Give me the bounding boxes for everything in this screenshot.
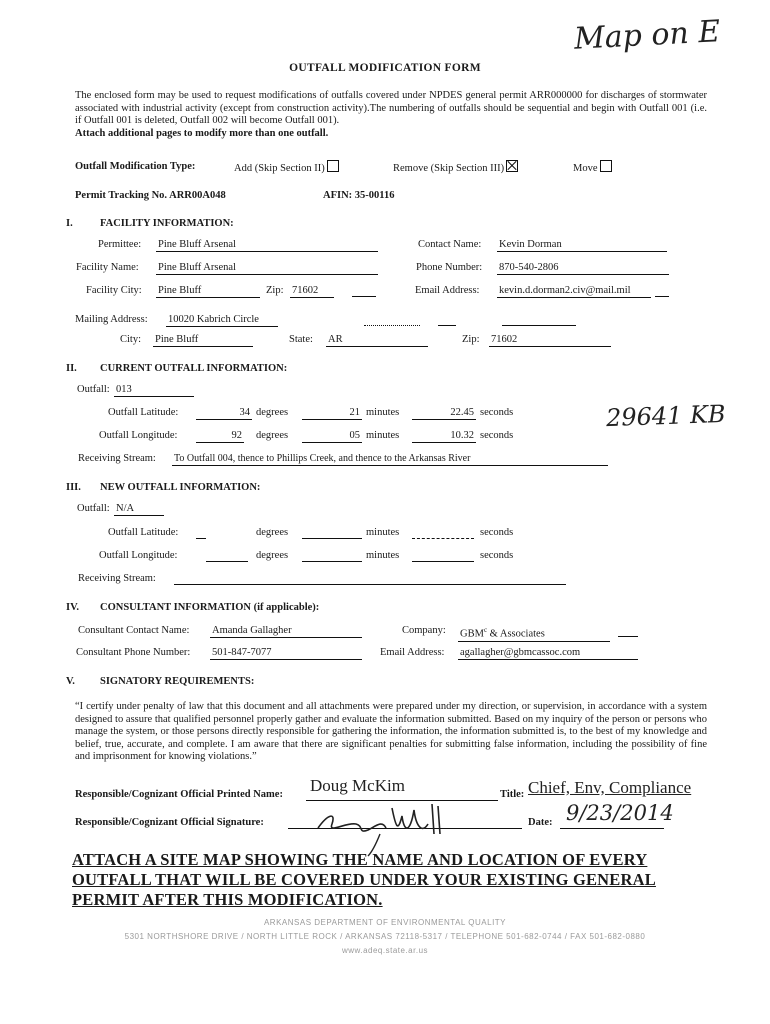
title-label: Title: [500, 789, 525, 800]
section1-num: I. [66, 218, 73, 229]
new-lon-deg-unit: degrees [256, 550, 289, 561]
facility-city-label: Facility City: [86, 285, 142, 296]
email-label: Email Address: [415, 285, 480, 296]
afin [323, 189, 394, 202]
intro-bold-text: Attach additional pages to modify more than one outfall. [75, 127, 329, 139]
footer-line-2: 5301 NORTHSHORE DRIVE / NORTH LITTLE ROCK / ARKANSAS 72118-5317 / TELEPHONE 501-682-0744 / FAX 501-682-0880 [124, 932, 646, 941]
date-label: Date: [528, 817, 553, 828]
company-sup: c [483, 626, 488, 634]
mailing-label: Mailing Address: [75, 314, 148, 325]
footer-line-1: ARKANSAS DEPARTMENT OF ENVIRONMENTAL QUALITY [263, 918, 507, 927]
facility-name-field[interactable]: Pine Bluff Arsenal [156, 261, 378, 275]
new-lat-sec[interactable] [412, 526, 474, 539]
new-outfall-label: Outfall: [77, 503, 110, 514]
mod-type-label: Outfall Modification Type: [75, 161, 196, 172]
city-field[interactable]: Pine Bluff [153, 333, 253, 347]
current-stream-label: Receiving Stream: [78, 453, 156, 464]
section5-heading: SIGNATORY REQUIREMENTS: [100, 676, 255, 687]
section4-heading-suffix: (if applicable): [253, 602, 320, 613]
current-lon-min-unit: minutes [366, 430, 400, 441]
signature-label: Responsible/Cognizant Official Signature: [75, 817, 264, 828]
section3-num: III. [66, 482, 81, 493]
attach-site-map-notice: ATTACH A SITE MAP SHOWING THE NAME AND LOCATION OF EVERY OUTFALL THAT WILL BE COVERED UNDER YOUR EXISTING GENERAL PERMIT AFTER THIS MODIFICATION. [72, 850, 656, 909]
current-lon-sec[interactable]: 10.32 [412, 429, 476, 443]
section2-num: II. [66, 363, 77, 374]
footer-line-3: www.adeq.state.ar.us [341, 946, 429, 955]
consultant-email-label: Email Address: [380, 647, 445, 658]
permit-label: Permit Tracking No. [75, 190, 168, 201]
title-field[interactable]: Chief, Env, Compliance [528, 778, 692, 797]
new-lat-min-unit: minutes [366, 527, 400, 538]
company-label: Company: [402, 625, 446, 636]
certification-paragraph: “I certify under penalty of law that this document and all attachments were prepared under my direction, or supervision, in accordance with a system designed to assure that qualified personnel properly gather and evaluate the information submitted. Based on my inquiry of the person or persons who manage the system, or those persons directly responsible for gathering the information, the information submitted is, to the best of my knowledge and belief, true, accurate, and complete. I am aware that there are significant penalties for submitting false information, including the possibility of fine and imprisonment for knowing violations.” [75, 701, 707, 763]
new-lon-deg[interactable] [206, 549, 248, 562]
new-lat-min[interactable] [302, 526, 362, 539]
contact-field[interactable]: Kevin Dorman [497, 238, 667, 252]
date-field[interactable]: 9/23/2014 [566, 801, 674, 825]
afin-label: AFIN: [323, 190, 353, 201]
city-label: City: [120, 334, 142, 345]
section3-heading: NEW OUTFALL INFORMATION: [100, 482, 261, 493]
mailing-extra-line-2 [438, 313, 456, 326]
current-lon-deg-unit: degrees [256, 430, 289, 441]
current-lat-deg-unit: degrees [256, 407, 289, 418]
handwritten-top-note: Map on E [573, 14, 721, 57]
current-lat-sec[interactable]: 22.45 [412, 406, 476, 420]
new-lon-label: Outfall Longitude: [99, 550, 178, 561]
date-line [560, 816, 664, 829]
new-lat-label: Outfall Latitude: [108, 527, 179, 538]
new-outfall-field[interactable]: N/A [114, 502, 164, 516]
mailing-extra-line-3 [502, 313, 576, 326]
permittee-field[interactable]: Pine Bluff Arsenal [156, 238, 378, 252]
current-outfall-label: Outfall: [77, 384, 110, 395]
section2-heading: CURRENT OUTFALL INFORMATION: [100, 363, 288, 374]
company-field[interactable] [458, 624, 610, 642]
current-lat-min-unit: minutes [366, 407, 400, 418]
company-extra-line [618, 624, 638, 637]
add-checkbox[interactable] [327, 160, 339, 172]
consultant-phone-label: Consultant Phone Number: [76, 647, 191, 658]
current-lon-label: Outfall Longitude: [99, 430, 178, 441]
consultant-phone-field[interactable]: 501-847-7077 [210, 646, 362, 660]
add-option-label: Add (Skip Section II) [234, 163, 325, 174]
new-lat-deg[interactable] [196, 526, 206, 539]
current-lat-label: Outfall Latitude: [108, 407, 179, 418]
move-checkbox[interactable] [600, 160, 612, 172]
consultant-contact-field[interactable]: Amanda Gallagher [210, 624, 362, 638]
remove-option-label: Remove (Skip Section III) [393, 163, 505, 174]
new-lon-sec-unit: seconds [480, 550, 514, 561]
add-option[interactable] [234, 160, 339, 175]
new-lon-min[interactable] [302, 549, 362, 562]
move-option-label: Move [573, 163, 598, 174]
section4-heading-text: CONSULTANT INFORMATION [100, 602, 252, 613]
phone-label: Phone Number: [416, 262, 483, 273]
state-label: State: [289, 334, 313, 345]
printed-name-field[interactable]: Doug McKim [310, 776, 405, 795]
company-name: GBM [460, 628, 484, 640]
section4-heading [100, 601, 319, 614]
new-lon-sec[interactable] [412, 549, 474, 562]
mailing-extra-line-1 [364, 313, 420, 326]
facility-zip-label: Zip: [266, 285, 284, 296]
current-lon-min[interactable]: 05 [302, 429, 362, 443]
zip2-field[interactable]: 71602 [489, 333, 611, 347]
facility-zip-extra-line [352, 284, 376, 297]
new-lat-sec-unit: seconds [480, 527, 514, 538]
current-lat-deg[interactable]: 34 [196, 406, 252, 420]
form-title: OUTFALL MODIFICATION FORM [289, 62, 481, 74]
facility-zip-field[interactable]: 71602 [290, 284, 334, 298]
current-stream-field[interactable]: To Outfall 004, thence to Phillips Creek, and thence to the Arkansas River [172, 452, 608, 466]
afin-value: 35-00116 [354, 190, 395, 201]
company-rest: & Associates [489, 628, 545, 640]
current-lat-sec-unit: seconds [480, 407, 514, 418]
remove-option[interactable] [393, 160, 518, 175]
email-field[interactable]: kevin.d.dorman2.civ@mail.mil [497, 284, 651, 298]
state-field[interactable]: AR [326, 333, 428, 347]
email-extra-line [655, 284, 669, 297]
new-stream-field[interactable] [174, 572, 566, 585]
permit-value: ARR00A048 [169, 190, 226, 201]
mailing-field[interactable]: 10020 Kabrich Circle [166, 313, 278, 327]
current-lon-sec-unit: seconds [480, 430, 514, 441]
current-lat-min[interactable]: 21 [302, 406, 362, 420]
consultant-contact-label: Consultant Contact Name: [78, 625, 190, 636]
new-stream-label: Receiving Stream: [78, 573, 156, 584]
new-lat-deg-unit: degrees [256, 527, 289, 538]
section1-heading: FACILITY INFORMATION: [100, 218, 234, 229]
intro-text: The enclosed form may be used to request modifications of outfalls covered under NPDES general permit ARR000000 for discharges of stormwater associated with industrial activity (except from construction activity).The numbering of outfalls should be sequential and begin with Outfall 001 (i.e. if Outfall 001 is deleted, Outfall 002 will become Outfall 001). [75, 90, 707, 127]
facility-city-field[interactable]: Pine Bluff [156, 284, 260, 298]
facility-name-label: Facility Name: [76, 262, 139, 273]
phone-field[interactable]: 870-540-2806 [497, 261, 669, 275]
contact-label: Contact Name: [418, 239, 482, 250]
current-lon-deg[interactable]: 92 [196, 429, 244, 443]
consultant-email-field[interactable]: agallagher@gbmcassoc.com [458, 646, 638, 660]
handwritten-side-note: 29641 KB [605, 399, 726, 433]
new-lon-min-unit: minutes [366, 550, 400, 561]
intro-paragraph [75, 90, 707, 140]
permit-tracking [75, 189, 226, 202]
section4-num: IV. [66, 602, 79, 613]
zip2-label: Zip: [462, 334, 480, 345]
section5-num: V. [66, 676, 75, 687]
printed-name-label: Responsible/Cognizant Official Printed Name: [75, 789, 283, 800]
signature-scribble [306, 794, 456, 858]
current-outfall-field[interactable]: 013 [114, 383, 194, 397]
permittee-label: Permittee: [98, 239, 142, 250]
move-option[interactable] [573, 160, 612, 175]
remove-checkbox-checked[interactable] [506, 160, 518, 172]
